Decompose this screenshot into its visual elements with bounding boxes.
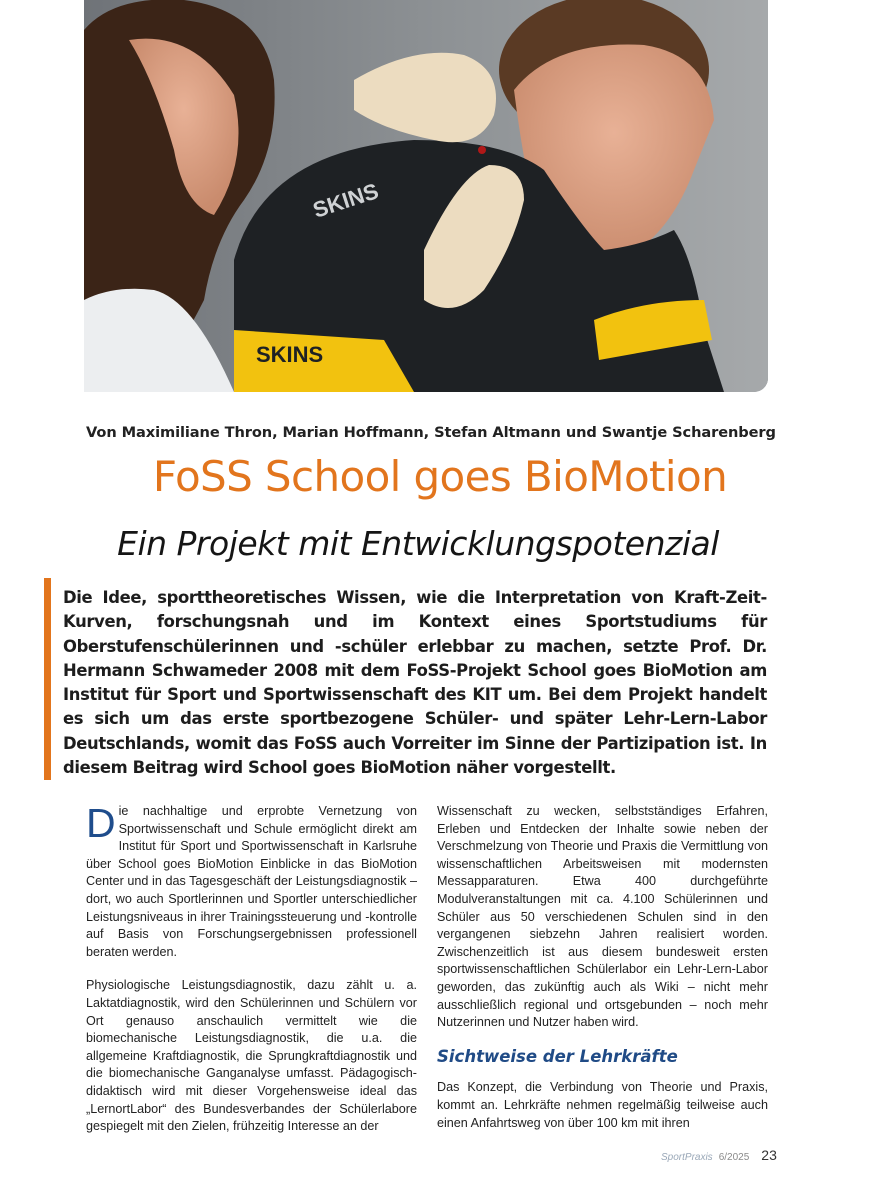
lab-scene-illustration: [84, 0, 768, 392]
body-column-right: [437, 803, 768, 1148]
shirt-logo-upper: SKINS: [309, 178, 382, 223]
hero-photo: [84, 0, 768, 392]
shirt-logo-lower: SKINS: [256, 342, 324, 367]
lead-accent-bar: [44, 578, 51, 780]
footer-issue: 6/2025: [718, 1152, 750, 1163]
body-paragraph-1: [86, 800, 417, 961]
body-paragraph-3: Wissenschaft zu wecken, selbstständiges Erfahren, Erleben und Entdecken der Inhalte sowie neben der Verschmelzung von Theorie und Praxis die Vermittlung von wissenschaftlichen Arbeitsweisen mit modernsten Messapparaturen. Etwa 400 durchgeführte Modulveranstaltungen mit ca. 4.100 Schülerinnen und Schüler aus 50 verschiedenen Schulen sind in den vergangenen siebzehn Jahren realisiert worden. Zwischenzeitlich ist aus diesem bundesweit ersten sportwissenschaftlichen Schülerlabor ein Lehr-Lern-Labor geworden, das zukünftig auch als Wiki – nicht mehr ausschließlich regional und ortsgebunden – noch mehr Nutzerinnen und Nutzer haben wird.: [437, 804, 768, 1030]
footer-magazine-name: SportPraxis: [661, 1152, 713, 1163]
footer-page-number: 23: [761, 1147, 777, 1163]
body-paragraph-2: Physiologische Leistungsdiagnostik, dazu zählt u. a. Laktatdiagnostik, wird den Schülerinnen und Schülern vor Ort genauso anschaulich vermittelt wie die biomechanische Leistungsdiagnostik, die u.a. die allgemeine Kraftdiagnostik, die Sprungkraftdiagnostik und die biomechanische Ganganalyse umfasst. Pädagogisch-didaktisch wird mit dieser Vorgehensweise ideal das „LernortLabor“ des Bundesverbandes der Schülerlabore gespiegelt mit den Zielen, frühzeitig Interesse an der: [86, 978, 417, 1134]
article-title: FoSS School goes BioMotion: [152, 452, 728, 501]
section-heading: Sichtweise der Lehrkräfte: [437, 1046, 678, 1066]
dropcap-letter: D: [86, 800, 116, 846]
article-subtitle: Ein Projekt mit Entwicklungspotenzial: [117, 524, 719, 563]
body-paragraph-1-text: ie nachhaltige und erprobte Vernetzung von Sportwissenschaft und Schule ermöglicht direkt am Institut für Sport und Sportwissenschaft in Karlsruhe über School goes BioMotion Einblicke in das BioMotion Center und in das Tagesgeschäft der Leistungsdiagnostik – dort, wo auch Sportlerinnen und Sportler unterschiedlicher Leistungsniveaus in ihrer Trainingssteuerung und -kontrolle auf Basis von Forschungsergebnissen professionell beraten werden.: [86, 804, 417, 959]
body-paragraph-4: Das Konzept, die Verbindung von Theorie und Praxis, kommt an. Lehrkräfte nehmen regelmäßig teilweise auch einen Anfahrtsweg von über 100 km mit ihren: [437, 1080, 768, 1130]
body-column-left: [86, 800, 417, 1152]
article-authors: Von Maximiliane Thron, Marian Hoffmann, Stefan Altmann und Swantje Scharenberg: [86, 424, 776, 441]
page-footer: [661, 1147, 777, 1163]
lead-paragraph: Die Idee, sporttheoretisches Wissen, wie die Interpretation von Kraft-Zeit-Kurven, forschungsnah und im Kontext eines Sportstudiums für Oberstufenschülerinnen und -schüler erlebbar zu machen, setzte Prof. Dr. Hermann Schwameder 2008 mit dem FoSS-Projekt School goes BioMotion am Institut für Sport und Sportwissenschaft des KIT um. Bei dem Projekt handelt es sich um das erste sportbezogene Schüler- und später Lehr-Lern-Labor Deutschlands, womit das FoSS auch Vorreiter im Sinne der Partizipation ist. In diesem Beitrag wird School goes BioMotion näher vorgestellt.: [63, 588, 767, 778]
